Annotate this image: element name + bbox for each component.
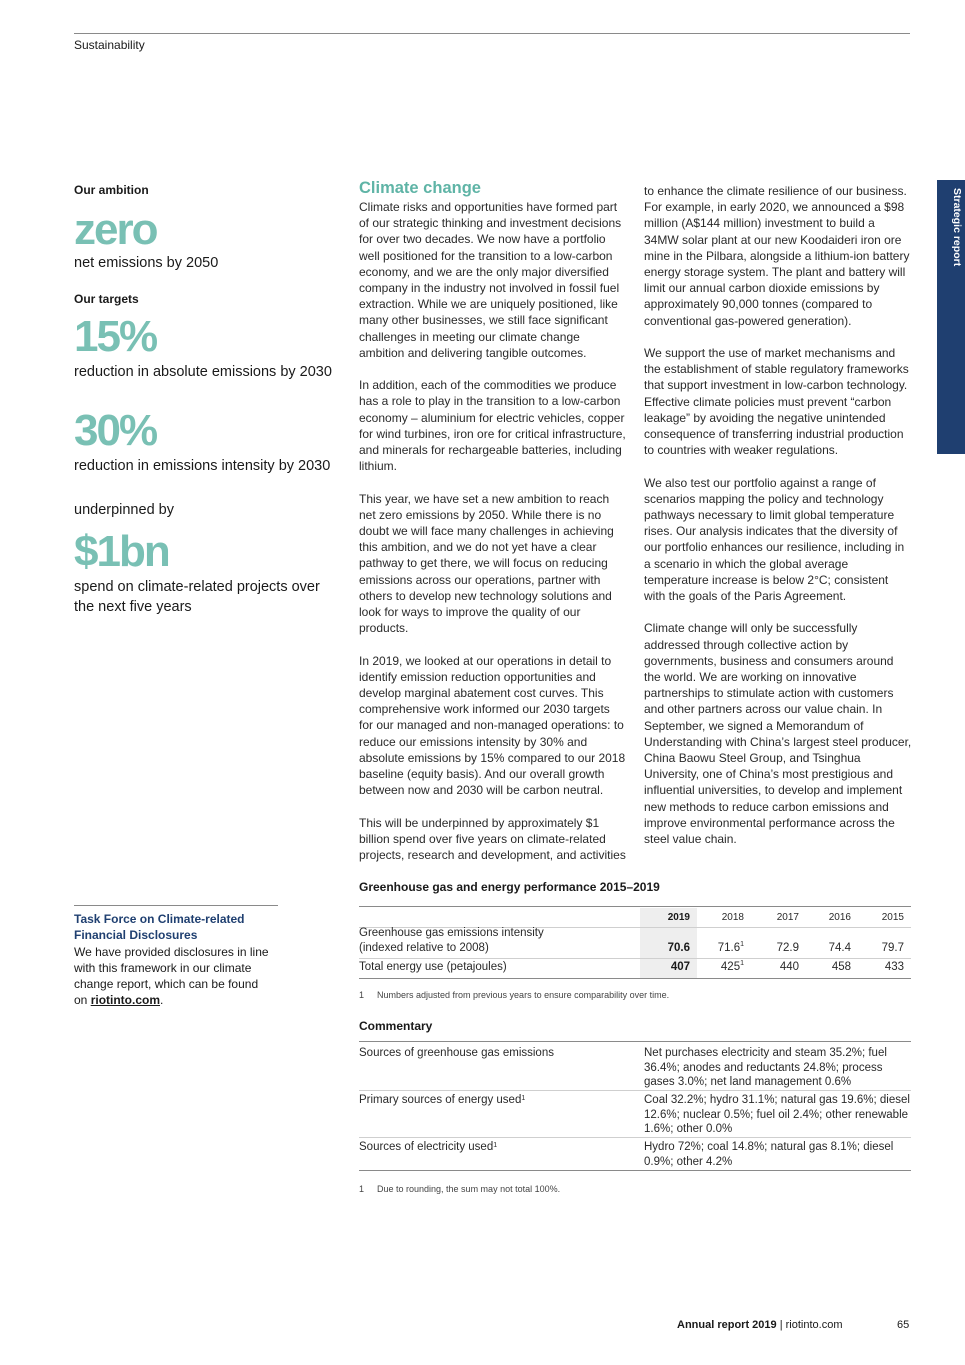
footnote-text: Numbers adjusted from previous years to ensure comparability over time. (377, 990, 670, 1000)
table-cell: 79.7 (881, 942, 904, 954)
footer-report: Annual report 2019 (677, 1319, 777, 1331)
year-header: 2016 (828, 912, 851, 923)
paragraph: Climate risks and opportunities have formed part of our strategic thinking and investment decisions for over two decades. We now have a portfolio well positioned for the transition to a low-carbon economy, and we are the only major diversified company in the industry not involved in fossil fuel extraction. While we are uniquely positioned, like many other businesses, we still face significant challenges in meeting our climate change ambition and delivering tangible outcomes. (359, 200, 622, 360)
commentary-label: Sources of greenhouse gas emissions (359, 1047, 554, 1059)
table-cell: 72.9 (776, 942, 799, 954)
commentary-text: Coal 32.2%; hydro 31.1%; natural gas 19.6%; diesel 12.6%; nuclear 0.5%; fuel oil 2.4%; other renewable 1.6%; other 0.0% (644, 1094, 910, 1135)
table-cell: 70.6 (667, 942, 690, 954)
table-cell: 458 (831, 961, 851, 973)
target1-value: 15% (74, 312, 157, 361)
underpinned-text: underpinned by (74, 502, 174, 518)
table-cell: 74.4 (828, 942, 851, 954)
footnote-mark: 1 (740, 941, 744, 948)
table-bottom-rule (359, 978, 911, 979)
paragraph: Climate change will only be successfully addressed through collective action by governments, business and consumers around the world. We are working on innovative partnerships to stimulate action with customers and other partners across our value chain. In September, we signed a Memorandum of Understanding with China’s largest steel producer, China Baowu Steel Group, and Tsinghua University, one of China’s most prestigious and influential universities, to develop and implement new methods to reduce carbon emissions and improve environmental performance across the steel value chain. (644, 621, 912, 847)
footer-separator: | (776, 1319, 786, 1331)
row-label: Greenhouse gas emissions intensity (359, 927, 544, 939)
footer-info (677, 1319, 842, 1331)
table-cell: 407 (670, 961, 690, 973)
target1-desc: reduction in absolute emissions by 2030 (74, 364, 332, 380)
footnote-mark: 1 (521, 1095, 526, 1102)
commentary-bottom-rule (359, 1170, 911, 1171)
article-heading: Climate change (359, 179, 481, 197)
table-top-rule (359, 906, 911, 907)
tcfd-rule (74, 905, 278, 906)
year-header: 2015 (881, 912, 904, 923)
table-cell: 433 (884, 961, 904, 973)
spend-desc: spend on climate-related projects over the next five years (74, 579, 320, 615)
commentary-footnote (359, 1184, 560, 1194)
paragraph: We also test our portfolio against a range of scenarios mapping the policy and technology pathways necessary to limit global temperature rises. Our analysis indicates that the diversity of our portfolio enhances our resilience, including in a scenario in which the global average temperature increase is below 2°C; consistent with the goals of the Paris Agreement. (644, 475, 905, 604)
side-tab-label: Strategic report (951, 188, 963, 267)
tcfd-body: We have provided disclosures in line with this framework in our climate change report, which can be found on (74, 944, 269, 1008)
table-cell: 71.6 (717, 942, 741, 954)
tcfd-link[interactable]: riotinto.com (90, 993, 161, 1008)
target2-desc: reduction in emissions intensity by 2030 (74, 458, 331, 474)
year-header: 2019 (667, 912, 690, 923)
table-cell: 440 (779, 961, 799, 973)
tcfd-box (74, 911, 274, 1009)
paragraph: to enhance the climate resilience of our business. For example, in early 2020, we announced a $98 million (A$144 million) investment to build a 34MW solar plant at our new Koodaideri iron ore mine in the Pilbara, alongside a lithium-ion battery energy storage system. The plant and battery will limit our annual carbon dioxide emissions by approximately 90,000 tonnes (compared to conventional gas-powered generation). (644, 184, 910, 328)
paragraph: This will be underpinned by approximately $1 billion spend over five years on climate-related projects, research and development, and activities (359, 815, 626, 863)
ambition-value: zero (74, 205, 157, 254)
targets-label: Our targets (74, 292, 139, 306)
section-title: Sustainability (74, 38, 145, 52)
commentary-label: Sources of electricity used (359, 1141, 494, 1153)
ambition-desc: net emissions by 2050 (74, 255, 219, 271)
footer-site[interactable]: riotinto.com (785, 1319, 843, 1331)
table-rule (359, 958, 911, 959)
tcfd-end: . (160, 993, 164, 1008)
table-title: Greenhouse gas and energy performance 2015–2019 (359, 880, 660, 894)
paragraph: This year, we have set a new ambition to reach net zero emissions by 2050. While there is no doubt we will face many challenges in achieving this ambition, and we do not yet have a clear pathway to get there, we will focus on reducing emissions across our operations, partner with others to develop new technology solutions and look for ways to improve the quality of our products. (359, 491, 614, 636)
paragraph: We support the use of market mechanisms and the establishment of stable regulatory frameworks that support investment in low-carbon technology. Effective climate policies must prevent “carbon leakage” by avoiding the negative unintended consequence of transferring industrial production to countries with weaker regulations. (644, 346, 909, 458)
commentary-rule (359, 1090, 911, 1091)
footnote-text: Due to rounding, the sum may not total 100%. (377, 1184, 561, 1194)
commentary-rule (359, 1137, 911, 1138)
row-label: Total energy use (petajoules) (359, 961, 507, 973)
target2-value: 30% (74, 406, 157, 455)
table-footnote (359, 990, 669, 1000)
footnote-mark: 1 (740, 960, 744, 967)
spend-value: $1bn (74, 527, 169, 576)
commentary-top-rule (359, 1041, 911, 1042)
commentary-text: Net purchases electricity and steam 35.2%; fuel 36.4%; anodes and reductants 24.8%; process gases 3.0%; net land management 0.6% (644, 1047, 887, 1088)
tcfd-title: Task Force on Climate-related Financial Disclosures (74, 912, 245, 943)
footnote-number: 1 (359, 1184, 365, 1194)
footnote-number: 1 (359, 990, 365, 1000)
paragraph: In addition, each of the commodities we produce has a role to play in the transition to a low-carbon economy – aluminium for electric vehicles, copper for wind turbines, iron ore for critical infrastructure, and minerals for rechargeable batteries, including lithium. (359, 378, 626, 474)
article-column-2 (644, 183, 912, 863)
commentary-text: Hydro 72%; coal 14.8%; natural gas 8.1%; diesel 0.9%; other 4.2% (644, 1141, 894, 1168)
year-header: 2017 (776, 912, 799, 923)
table-cell: 425 (720, 961, 741, 973)
row-label: (indexed relative to 2008) (359, 942, 489, 954)
article-column-1 (359, 199, 627, 879)
side-tab[interactable] (937, 180, 965, 454)
header-rule (74, 33, 910, 34)
paragraph: In 2019, we looked at our operations in detail to identify emission reduction opportunities and develop marginal abatement cost curves. This comprehensive work informed our 2030 targets for our managed and non-managed operations: to reduce our emissions intensity by 30% and absolute emissions by 15% compared to our 2018 baseline (equity basis). And our overall growth between now and 2030 will be carbon neutral. (359, 653, 626, 798)
year-header: 2018 (721, 912, 744, 923)
footnote-mark: 1 (493, 1142, 498, 1149)
page-number: 65 (897, 1319, 910, 1331)
commentary-title: Commentary (359, 1019, 433, 1033)
ambition-label: Our ambition (74, 183, 149, 197)
commentary-label: Primary sources of energy used (359, 1094, 522, 1106)
